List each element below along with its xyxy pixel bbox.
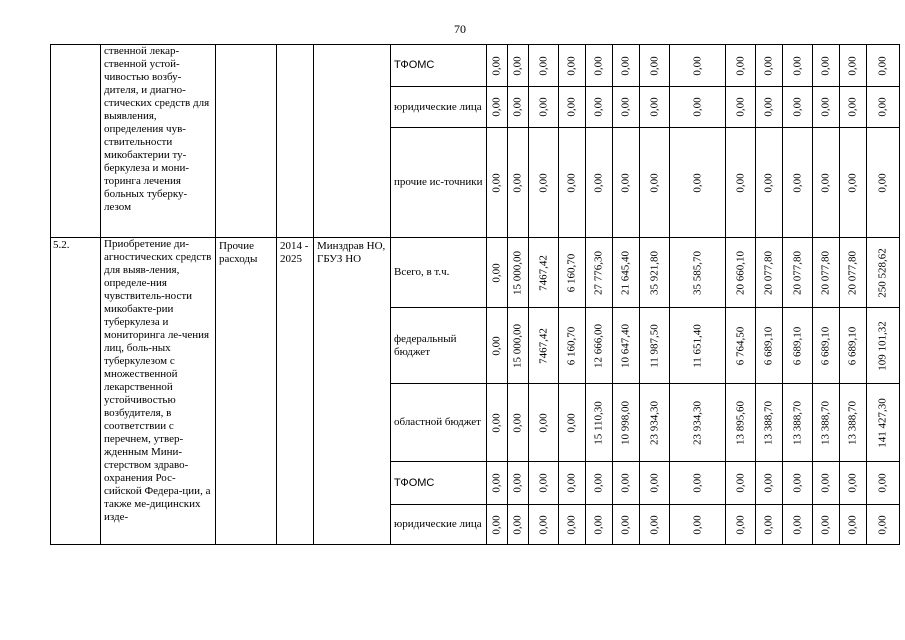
value-text: 23 934,30 (691, 400, 703, 445)
value-cell (670, 45, 726, 87)
value-cell (586, 45, 613, 87)
value-cell (840, 384, 867, 462)
value-text: 6 764,50 (734, 326, 746, 365)
item-number-cell (51, 45, 101, 238)
value-cell (867, 128, 900, 238)
value-text: 141 427,30 (876, 397, 889, 448)
value-text: 0,00 (565, 97, 578, 117)
value-cell (813, 238, 840, 308)
budget-table (50, 44, 900, 545)
value-text: 35 585,70 (691, 250, 703, 295)
source-label: юридические лица (391, 87, 487, 128)
value-cell (670, 462, 726, 505)
value-cell (867, 505, 900, 545)
page-number: 70 (454, 22, 466, 36)
value-text: 0,00 (537, 97, 549, 117)
value-cell (726, 45, 756, 87)
value-cell (783, 128, 813, 238)
value-cell (529, 505, 559, 545)
value-cell (613, 238, 640, 308)
value-cell (508, 238, 529, 308)
value-cell (783, 462, 813, 505)
value-text: 0,00 (734, 97, 746, 117)
value-cell (529, 308, 559, 384)
value-cell (487, 308, 508, 384)
value-text: 15 000,00 (511, 250, 524, 295)
value-cell (783, 505, 813, 545)
value-cell (867, 238, 900, 308)
value-cell (813, 45, 840, 87)
value-cell (529, 87, 559, 128)
value-cell (613, 45, 640, 87)
value-cell (586, 238, 613, 308)
value-cell (559, 87, 586, 128)
value-cell (783, 308, 813, 384)
value-cell (640, 45, 670, 87)
value-cell (559, 308, 586, 384)
value-cell (867, 45, 900, 87)
value-text: 0,00 (691, 97, 703, 117)
value-text: 0,00 (691, 172, 703, 193)
value-text: 6 160,70 (565, 253, 578, 292)
value-cell (670, 238, 726, 308)
value-text: 0,00 (490, 172, 503, 193)
value-text: 0,00 (490, 262, 503, 283)
period-cell: 2014 - 2025 (277, 238, 314, 545)
value-cell (867, 462, 900, 505)
value-cell (756, 308, 783, 384)
value-cell (508, 462, 529, 505)
value-cell (529, 462, 559, 505)
value-cell (487, 87, 508, 128)
value-text: 0,00 (511, 97, 524, 117)
value-cell (670, 87, 726, 128)
value-cell (508, 384, 529, 462)
value-cell (813, 128, 840, 238)
value-text: 0,00 (691, 473, 703, 493)
value-text: 0,00 (537, 514, 549, 535)
value-text: 0,00 (648, 97, 660, 117)
source-label: областной бюджет (391, 384, 487, 462)
value-text: 0,00 (592, 473, 605, 493)
value-text: 0,00 (846, 55, 859, 76)
value-text: 15 110,30 (592, 400, 605, 445)
value-text: 20 077,80 (846, 250, 859, 295)
value-text: 0,00 (619, 55, 632, 76)
value-cell (813, 462, 840, 505)
value-cell (840, 45, 867, 87)
value-text: 0,00 (791, 514, 803, 535)
value-cell (613, 128, 640, 238)
value-text: 0,00 (565, 412, 578, 433)
value-cell (726, 128, 756, 238)
value-text: 0,00 (565, 514, 578, 535)
value-text: 6 689,10 (762, 326, 775, 365)
value-text: 0,00 (565, 55, 578, 76)
value-text: 0,00 (511, 412, 524, 433)
value-text: 0,00 (490, 97, 503, 117)
value-cell (529, 384, 559, 462)
period-cell (277, 45, 314, 238)
value-text: 0,00 (619, 172, 632, 193)
value-text: 0,00 (511, 473, 524, 493)
value-cell (840, 505, 867, 545)
value-text: 0,00 (537, 473, 549, 493)
value-cell (783, 238, 813, 308)
value-cell (867, 384, 900, 462)
value-text: 0,00 (846, 172, 859, 193)
value-cell (586, 128, 613, 238)
value-cell (613, 308, 640, 384)
value-text: 0,00 (819, 473, 832, 493)
value-cell (508, 128, 529, 238)
value-cell (867, 87, 900, 128)
value-text: 20 077,80 (819, 250, 832, 295)
value-cell (726, 308, 756, 384)
value-cell (840, 87, 867, 128)
value-text: 0,00 (734, 172, 746, 193)
value-text: 0,00 (490, 412, 503, 433)
value-text: 0,00 (490, 514, 503, 535)
value-text: 0,00 (734, 473, 746, 493)
value-text: 0,00 (565, 473, 578, 493)
value-cell (670, 505, 726, 545)
value-text: 23 934,30 (648, 400, 660, 445)
value-cell (756, 45, 783, 87)
value-text: 0,00 (819, 97, 832, 117)
value-cell (726, 384, 756, 462)
value-text: 0,00 (734, 514, 746, 535)
value-cell (726, 462, 756, 505)
value-text: 15 000,00 (511, 323, 524, 368)
value-text: 0,00 (592, 97, 605, 117)
value-cell (783, 384, 813, 462)
value-cell (559, 462, 586, 505)
value-cell (613, 462, 640, 505)
value-text: 0,00 (846, 514, 859, 535)
value-cell (813, 308, 840, 384)
value-text: 13 388,70 (846, 400, 859, 445)
value-cell (640, 308, 670, 384)
value-cell (529, 45, 559, 87)
value-text: 0,00 (762, 514, 775, 535)
value-text: 0,00 (511, 55, 524, 76)
value-cell (783, 87, 813, 128)
value-text: 7467,42 (537, 327, 549, 364)
value-text: 6 689,10 (819, 326, 832, 365)
value-cell (756, 128, 783, 238)
value-cell (756, 87, 783, 128)
value-cell (529, 238, 559, 308)
value-cell (840, 308, 867, 384)
value-text: 0,00 (691, 55, 703, 76)
value-cell (508, 87, 529, 128)
value-text: 0,00 (791, 55, 803, 76)
value-text: 0,00 (490, 473, 503, 493)
value-cell (783, 45, 813, 87)
value-cell (586, 384, 613, 462)
value-text: 0,00 (511, 514, 524, 535)
value-text: 0,00 (592, 55, 605, 76)
value-text: 0,00 (846, 473, 859, 493)
value-cell (613, 87, 640, 128)
value-text: 0,00 (876, 55, 889, 76)
value-text: 109 101,32 (876, 320, 889, 371)
value-text: 11 987,50 (648, 323, 660, 368)
value-text: 20 077,80 (791, 250, 803, 295)
value-cell (640, 87, 670, 128)
value-text: 0,00 (734, 55, 746, 76)
value-text: 0,00 (762, 473, 775, 493)
value-text: 27 776,30 (592, 250, 605, 295)
value-cell (586, 462, 613, 505)
value-cell (813, 87, 840, 128)
value-cell (756, 384, 783, 462)
value-cell (840, 238, 867, 308)
value-cell (756, 505, 783, 545)
value-text: 35 921,80 (648, 250, 660, 295)
value-cell (756, 462, 783, 505)
source-label: Всего, в т.ч. (391, 238, 487, 308)
value-text: 20 077,80 (762, 250, 775, 295)
value-cell (640, 462, 670, 505)
source-label: ТФОМС (391, 45, 487, 87)
value-cell (840, 462, 867, 505)
value-text: 0,00 (762, 172, 775, 193)
item-description: ственной лекар-ственной устой-чивостью возбу-дителя, и диагно-стических средств для выявления, определения чув-ствительности микобактерии ту-беркулеза и мони-торинга лечения больных туберку-лезом (101, 45, 216, 238)
value-text: 13 388,70 (791, 400, 803, 445)
value-text: 0,00 (819, 55, 832, 76)
source-label: федеральный бюджет (391, 308, 487, 384)
value-text: 0,00 (648, 55, 660, 76)
source-label: юридические лица (391, 505, 487, 545)
value-text: 0,00 (876, 172, 889, 193)
executor-cell: Минздрав НО, ГБУЗ НО (314, 238, 391, 545)
value-cell (559, 238, 586, 308)
value-cell (586, 505, 613, 545)
source-label: ТФОМС (391, 462, 487, 505)
table-body (51, 45, 900, 545)
value-text: 0,00 (619, 97, 632, 117)
value-cell (559, 45, 586, 87)
source-label: прочие ис-точники (391, 128, 487, 238)
value-text: 0,00 (648, 514, 660, 535)
value-cell (487, 462, 508, 505)
item-description: Приобретение ди-агностических средств для выяв-ления, определе-ния чувствитель-ности микобакте-рии туберкулеза и мониторинга ле-чения лиц, боль-ных туберкулезом с множественной лекарственной устойчивостью возбудителя, в соответствии с перечнем, утвер-жденным Мини-стерством здраво-охранения Рос-сийской Федера-ции, а также ме-дицинских изде- (101, 238, 216, 545)
value-text: 0,00 (619, 473, 632, 493)
value-cell (726, 505, 756, 545)
value-text: 0,00 (846, 97, 859, 117)
value-text: 0,00 (648, 473, 660, 493)
value-text: 0,00 (511, 172, 524, 193)
value-text: 20 660,10 (734, 250, 746, 295)
value-text: 0,00 (490, 335, 503, 356)
value-text: 13 388,70 (819, 400, 832, 445)
value-text: 0,00 (876, 514, 889, 535)
category-cell: Прочие расходы (216, 238, 277, 545)
value-text: 0,00 (592, 514, 605, 535)
value-text: 0,00 (876, 473, 889, 493)
value-text: 0,00 (490, 55, 503, 76)
value-text: 0,00 (537, 55, 549, 76)
value-text: 250 528,62 (876, 247, 889, 298)
value-cell (640, 384, 670, 462)
table-row (51, 238, 900, 308)
item-number: 5.2. (51, 238, 101, 545)
value-cell (586, 87, 613, 128)
value-cell (508, 505, 529, 545)
value-cell (487, 128, 508, 238)
value-text: 0,00 (791, 473, 803, 493)
value-text: 0,00 (762, 55, 775, 76)
value-cell (670, 384, 726, 462)
value-text: 0,00 (791, 172, 803, 193)
value-text: 0,00 (876, 97, 889, 117)
value-text: 10 647,40 (619, 323, 632, 368)
value-text: 0,00 (565, 172, 578, 193)
value-cell (726, 238, 756, 308)
value-text: 0,00 (619, 514, 632, 535)
value-cell (867, 308, 900, 384)
value-cell (529, 128, 559, 238)
value-cell (487, 238, 508, 308)
value-cell (613, 384, 640, 462)
value-text: 0,00 (537, 172, 549, 193)
value-cell (670, 308, 726, 384)
value-text: 21 645,40 (619, 250, 632, 295)
value-text: 0,00 (791, 97, 803, 117)
value-cell (613, 505, 640, 545)
value-text: 0,00 (648, 172, 660, 193)
value-text: 12 666,00 (592, 323, 605, 368)
value-text: 6 160,70 (565, 326, 578, 365)
value-cell (559, 505, 586, 545)
value-cell (726, 87, 756, 128)
table-row (51, 45, 900, 87)
value-cell (640, 238, 670, 308)
value-cell (756, 238, 783, 308)
value-text: 0,00 (762, 97, 775, 117)
value-text: 0,00 (691, 514, 703, 535)
value-text: 0,00 (819, 514, 832, 535)
value-cell (508, 45, 529, 87)
value-text: 10 998,00 (619, 400, 632, 445)
value-cell (559, 384, 586, 462)
value-cell (508, 308, 529, 384)
value-cell (840, 128, 867, 238)
value-text: 0,00 (819, 172, 832, 193)
value-cell (487, 384, 508, 462)
executor-cell (314, 45, 391, 238)
value-cell (640, 128, 670, 238)
value-text: 0,00 (537, 412, 549, 433)
value-text: 13 895,60 (734, 400, 746, 445)
value-cell (559, 128, 586, 238)
value-text: 6 689,10 (791, 326, 803, 365)
value-text: 7467,42 (537, 254, 549, 291)
value-text: 6 689,10 (846, 326, 859, 365)
value-cell (586, 308, 613, 384)
category-cell (216, 45, 277, 238)
value-cell (813, 505, 840, 545)
value-cell (487, 45, 508, 87)
value-text: 13 388,70 (762, 400, 775, 445)
value-cell (640, 505, 670, 545)
value-cell (487, 505, 508, 545)
value-cell (813, 384, 840, 462)
value-text: 0,00 (592, 172, 605, 193)
value-text: 11 651,40 (691, 323, 703, 368)
value-cell (670, 128, 726, 238)
